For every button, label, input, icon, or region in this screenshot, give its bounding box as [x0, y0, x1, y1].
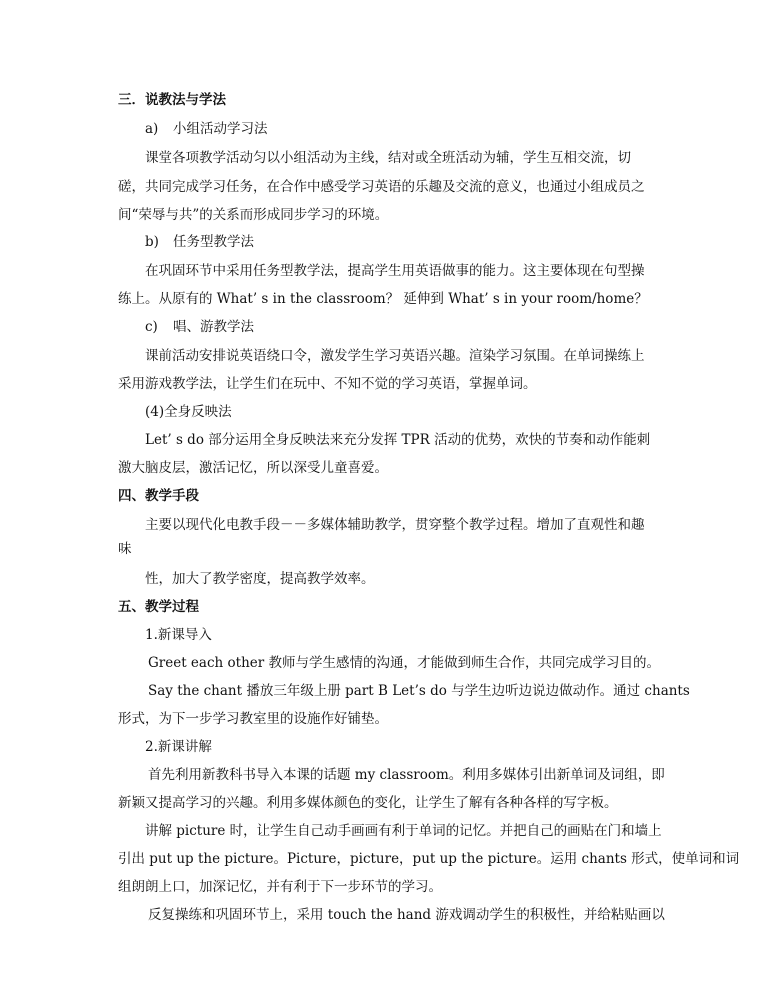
section-heading-teaching-means: 四、教学手段 — [118, 488, 199, 504]
list-item-b — [145, 233, 660, 251]
paragraph-line: 引出 put up the picture。Picture，picture，put up the picture。运用 chants 形式，使单词和词 — [118, 851, 740, 867]
paragraph-line: Let’ s do 部分运用全身反映法来充分发挥 TPR 活动的优势，欢快的节奏和动作能刺 — [145, 432, 651, 448]
sub-heading-tpr: (4)全身反映法 — [145, 404, 232, 420]
sub-heading-new-lesson-intro: 1.新课导入 — [145, 627, 212, 643]
list-item-c — [145, 318, 660, 336]
list-item-label: 小组活动学习法 — [173, 121, 268, 137]
list-marker: c) — [145, 319, 158, 335]
paragraph-line: 味 — [118, 541, 132, 557]
list-marker: b) — [145, 234, 159, 250]
paragraph-line: 反复操练和巩固环节上，采用 touch the hand 游戏调动学生的积极性，并给粘贴画以 — [148, 907, 665, 923]
paragraph-line: 激大脑皮层，激活记忆，所以深受儿童喜爱。 — [118, 460, 388, 476]
paragraph-line: 课前活动安排说英语绕口令，激发学生学习英语兴趣。渲染学习氛围。在单词操练上 — [145, 348, 645, 364]
list-item-label: 任务型教学法 — [173, 234, 254, 250]
paragraph-line: 性，加大了教学密度，提高教学效率。 — [145, 571, 375, 587]
paragraph-line: 形式，为下一步学习教室里的设施作好铺垫。 — [118, 711, 388, 727]
paragraph-line: 练上。从原有的 What’ s in the classroom？ 延伸到 What’ s in your room/home？ — [118, 291, 648, 307]
paragraph-line: 讲解 picture 时，让学生自己动手画画有利于单词的记忆。并把自己的画贴在门和墙上 — [145, 823, 662, 839]
paragraph-line: 间“荣辱与共”的关系而形成同步学习的环境。 — [118, 207, 389, 223]
paragraph-line: 新颖又提高学习的兴趣。利用多媒体颜色的变化，让学生了解有各种各样的写字板。 — [118, 795, 618, 811]
paragraph-line: 主要以现代化电教手段－－多媒体辅助教学，贯穿整个教学过程。增加了直观性和趣 — [145, 517, 645, 533]
paragraph-line: 在巩固环节中采用任务型教学法，提高学生用英语做事的能力。这主要体现在句型操 — [145, 263, 645, 279]
sub-heading-new-lesson-explain: 2.新课讲解 — [145, 739, 212, 755]
paragraph-line: 课堂各项教学活动匀以小组活动为主线，结对或全班活动为辅，学生互相交流，切 — [145, 150, 631, 166]
list-item-a — [145, 120, 660, 138]
paragraph-line: 首先利用新教科书导入本课的话题 my classroom。利用多媒体引出新单词及词组，即 — [148, 767, 665, 783]
paragraph-line: Greet each other 教师与学生感情的沟通，才能做到师生合作，共同完成学习目的。 — [148, 655, 660, 671]
paragraph-line: 组朗朗上口，加深记忆，并有利于下一步环节的学习。 — [118, 879, 442, 895]
list-marker: a) — [145, 121, 159, 137]
paragraph-line: Say the chant 播放三年级上册 part B Let’s do 与学生边听边说边做动作。通过 chants — [148, 683, 690, 699]
section-heading-teaching-methods: 三．说教法与学法 — [118, 92, 226, 108]
paragraph-line: 磋，共同完成学习任务，在合作中感受学习英语的乐趣及交流的意义，也通过小组成员之 — [118, 179, 645, 195]
paragraph-line: 采用游戏教学法，让学生们在玩中、不知不觉的学习英语，掌握单词。 — [118, 376, 537, 392]
list-item-label: 唱、游教学法 — [173, 319, 254, 335]
section-heading-teaching-process: 五、教学过程 — [118, 599, 199, 615]
